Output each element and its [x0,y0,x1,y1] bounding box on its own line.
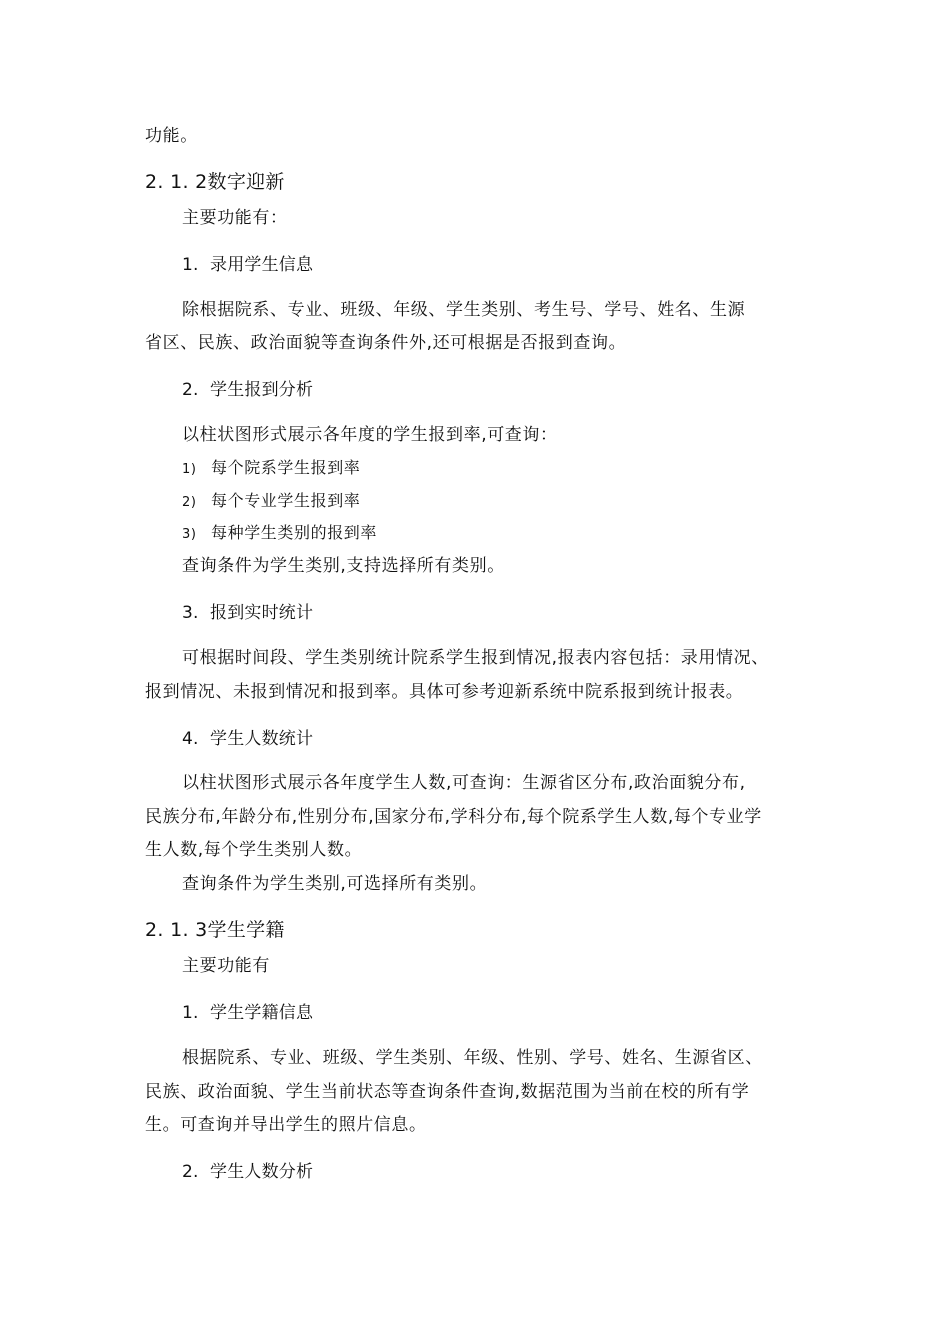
list-item [182,457,360,481]
paragraph-line: 根据院系、专业、班级、学生类别、年级、性别、学号、姓名、生源省区、 [182,1048,763,1068]
paragraph-line: 民族、政治面貌、学生当前状态等查询条件查询,数据范围为当前在校的所有学 [145,1082,750,1102]
paragraph-line: 除根据院系、专业、班级、年级、学生类别、考生号、学号、姓名、生源 [182,300,746,320]
heading-title: 学生报到分析 [210,380,314,400]
paragraph-line: 报到情况、未报到情况和报到率。具体可参考迎新系统中院系报到统计报表。 [145,682,744,702]
paragraph-line: 可根据时间段、学生类别统计院系学生报到情况,报表内容包括：录用情况、 [182,648,769,668]
numbered-heading [182,602,313,624]
heading-title: 报到实时统计 [210,603,314,623]
heading-number: 4. [182,729,199,749]
heading-number: 1. [182,255,199,275]
list-text: 每个院系学生报到率 [211,458,361,477]
paragraph-line: 省区、民族、政治面貌等查询条件外,还可根据是否报到查询。 [145,333,627,353]
list-marker: 3) [182,527,197,542]
section-intro: 主要功能有 [182,956,270,976]
numbered-heading [182,1161,313,1183]
paragraph-line: 生。可查询并导出学生的照片信息。 [145,1115,427,1135]
paragraph-line: 生人数,每个学生类别人数。 [145,840,363,860]
numbered-heading [182,379,313,401]
paragraph-line: 以柱状图形式展示各年度的学生报到率,可查询： [182,425,558,445]
numbered-heading [182,254,313,276]
list-item [182,490,360,514]
heading-number: 2. [182,380,199,400]
list-text: 每种学生类别的报到率 [211,523,378,542]
heading-title: 录用学生信息 [210,255,314,275]
heading-number: 3. [182,603,199,623]
list-text: 每个专业学生报到率 [211,491,361,510]
paragraph-line: 民族分布,年龄分布,性别分布,国家分布,学科分布,每个院系学生人数,每个专业学 [145,807,762,827]
heading-title: 学生学籍信息 [210,1003,314,1023]
numbered-heading [182,1002,313,1024]
heading-number: 2. [182,1162,199,1182]
list-marker: 1) [182,462,197,477]
numbered-heading [182,728,313,750]
heading-number: 1. [182,1003,199,1023]
section-heading-2-1-2: 2. 1. 2数字迎新 [145,171,285,193]
heading-title: 学生人数分析 [210,1162,314,1182]
paragraph-line: 查询条件为学生类别,支持选择所有类别。 [182,556,505,576]
paragraph-tail: 功能。 [145,126,198,146]
list-item [182,522,377,546]
list-marker: 2) [182,495,197,510]
section-intro: 主要功能有： [182,208,288,228]
heading-title: 学生人数统计 [210,729,314,749]
section-heading-2-1-3: 2. 1. 3学生学籍 [145,919,285,941]
paragraph-line: 查询条件为学生类别,可选择所有类别。 [182,874,488,894]
paragraph-line: 以柱状图形式展示各年度学生人数,可查询：生源省区分布,政治面貌分布, [182,773,746,793]
